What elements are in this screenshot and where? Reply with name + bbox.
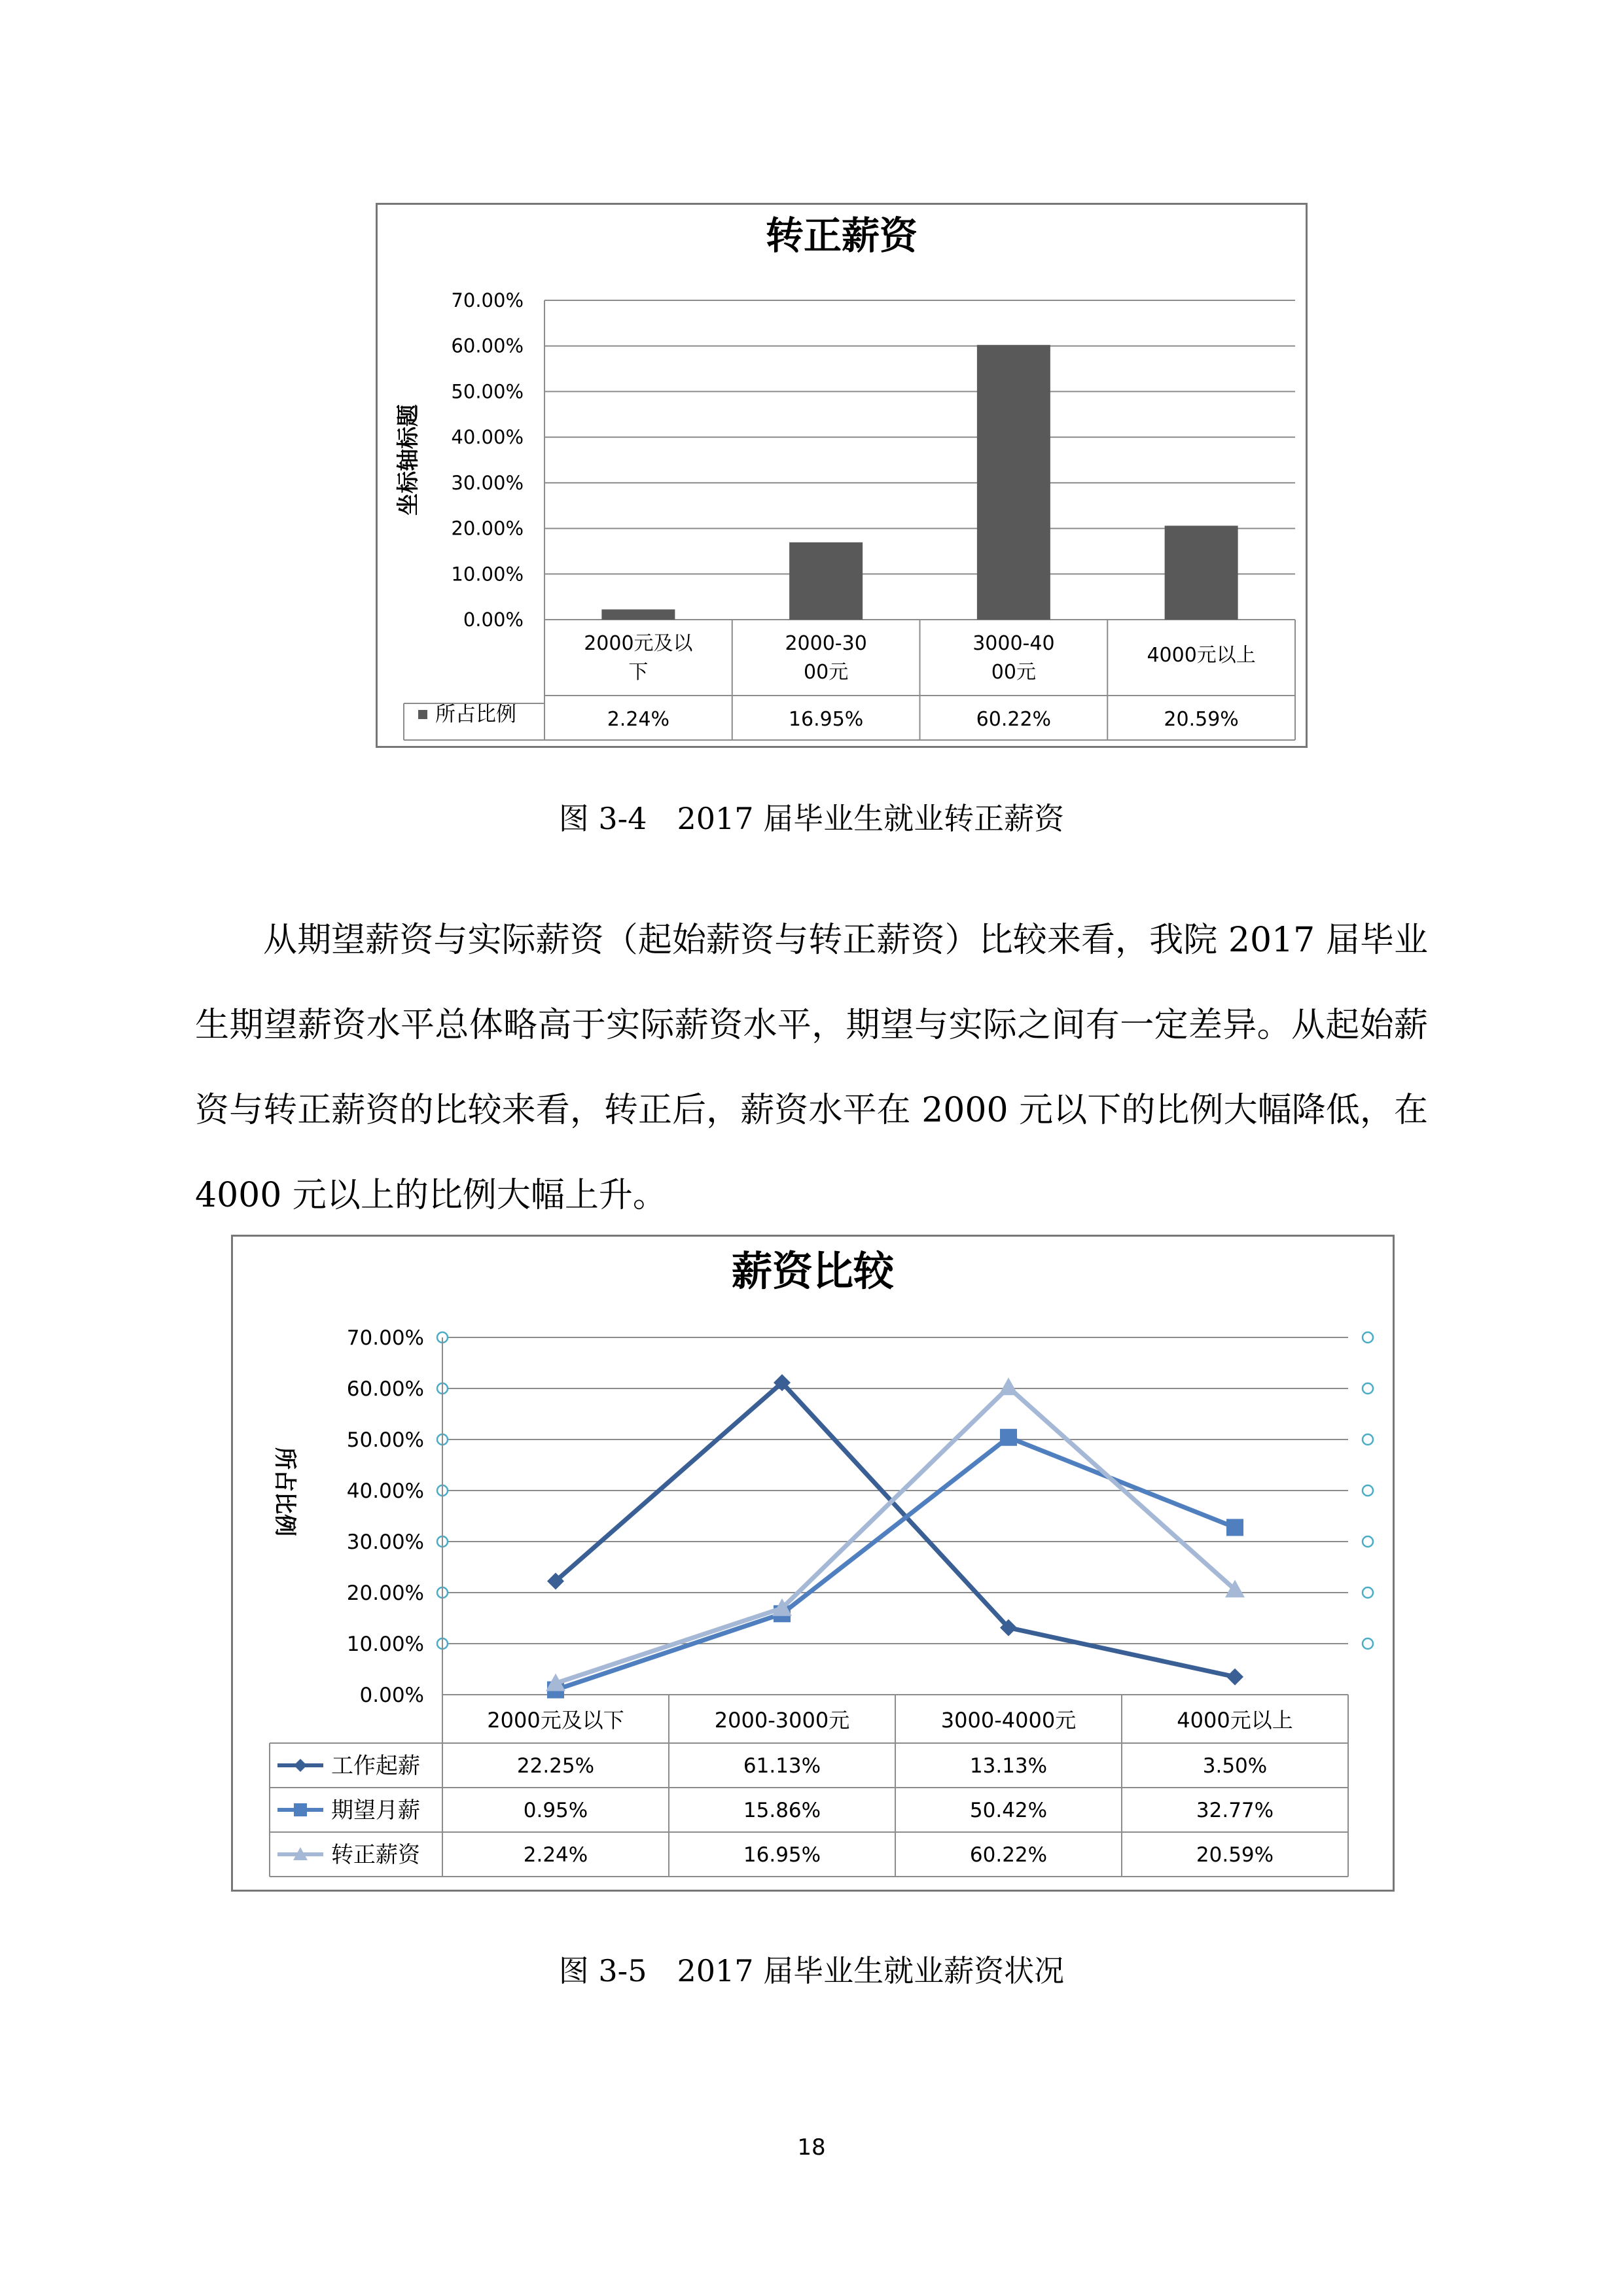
y-tick-label: 30.00% [346, 1530, 424, 1554]
salary-comparison-line-chart [231, 1235, 1395, 1892]
data-table-value: 3.50% [1202, 1754, 1268, 1778]
axis-tick-marker [1363, 1434, 1373, 1445]
y-tick-label: 20.00% [346, 1581, 424, 1605]
salary-bar-chart [376, 203, 1308, 748]
data-point [1226, 1519, 1243, 1536]
series-line [556, 1438, 1235, 1690]
data-table-value: 13.13% [969, 1754, 1048, 1778]
y-tick-label: 70.00% [346, 1326, 424, 1350]
y-tick-label: 60.00% [346, 1377, 424, 1401]
data-point [1000, 1429, 1017, 1446]
data-table-value: 22.25% [516, 1754, 595, 1778]
axis-tick-marker [1363, 1485, 1373, 1496]
axis-tick-marker [1363, 1383, 1373, 1394]
bar [601, 609, 675, 620]
data-table-value: 20.59% [1196, 1843, 1274, 1867]
data-point [999, 1377, 1018, 1395]
y-tick-label: 70.00% [451, 289, 524, 311]
data-table-value: 60.22% [976, 708, 1052, 731]
legend-label: 转正薪资 [331, 1842, 420, 1868]
legend-label: 工作起薪 [331, 1753, 420, 1779]
y-tick-label: 20.00% [451, 517, 524, 540]
x-category-label: 00元 [804, 661, 849, 684]
x-category-label: 下 [628, 661, 649, 684]
y-tick-label: 40.00% [346, 1479, 424, 1503]
y-tick-label: 50.00% [346, 1428, 424, 1452]
y-tick-label: 0.00% [463, 609, 524, 631]
data-table-value: 15.86% [743, 1799, 821, 1822]
bar-chart-svg [378, 205, 1306, 746]
series-line [556, 1387, 1235, 1683]
x-category-label: 4000元以上 [1177, 1708, 1293, 1733]
legend-label: 所占比例 [435, 703, 516, 726]
y-tick-label: 50.00% [451, 380, 524, 403]
data-table-value: 2.24% [523, 1843, 588, 1867]
y-tick-label: 30.00% [451, 471, 524, 494]
legend-swatch [418, 710, 427, 719]
y-tick-label: 10.00% [346, 1633, 424, 1656]
x-category-label: 3000-4000元 [940, 1708, 1077, 1733]
data-table-value: 16.95% [788, 708, 864, 731]
axis-tick-marker [1363, 1587, 1373, 1598]
y-tick-label: 10.00% [451, 563, 524, 586]
x-category-label: 00元 [991, 661, 1036, 684]
page-number: 18 [797, 2134, 826, 2161]
data-table-value: 16.95% [743, 1843, 821, 1867]
axis-tick-marker [1363, 1332, 1373, 1343]
legend-label: 期望月薪 [331, 1797, 420, 1824]
y-tick-label: 60.00% [451, 334, 524, 357]
x-category-label: 2000-3000元 [714, 1708, 850, 1733]
figure-caption: 图 3-5 2017 届毕业生就业薪资状况 [558, 1953, 1065, 1988]
chart-title: 转正薪资 [765, 213, 918, 258]
x-category-label: 3000-40 [972, 632, 1055, 655]
bar [977, 345, 1050, 620]
data-table-value: 50.42% [969, 1799, 1048, 1822]
x-category-label: 4000元以上 [1147, 644, 1256, 667]
x-category-label: 2000元及以 [584, 632, 693, 655]
data-table-value: 32.77% [1196, 1799, 1274, 1822]
axis-tick-marker [1363, 1536, 1373, 1547]
chart-title: 薪资比较 [731, 1247, 895, 1295]
series-line [556, 1383, 1235, 1677]
x-category-label: 2000元及以下 [487, 1708, 624, 1733]
line-chart-svg [233, 1237, 1393, 1890]
x-category-label: 2000-30 [785, 632, 867, 655]
axis-tick-marker [1363, 1638, 1373, 1649]
y-axis-label: 所占比例 [272, 1447, 298, 1536]
legend-marker [294, 1803, 307, 1816]
bar [1165, 525, 1238, 620]
bar [789, 542, 863, 620]
data-table-value: 60.22% [969, 1843, 1048, 1867]
data-table-value: 0.95% [523, 1799, 588, 1822]
y-tick-label: 0.00% [359, 1684, 424, 1707]
y-tick-label: 40.00% [451, 426, 524, 449]
legend-marker [294, 1759, 307, 1772]
data-table-value: 20.59% [1164, 708, 1239, 731]
figure-caption: 图 3-4 2017 届毕业生就业转正薪资 [558, 801, 1065, 836]
body-paragraph: 从期望薪资与实际薪资（起始薪资与转正薪资）比较来看，我院 2017 届毕业生期望薪资水平总体略高于实际薪资水平，期望与实际之间有一定差异。从起始薪资与转正薪资的比较来看，转正后，薪资水平在 2000 元以下的比例大幅降低，在 4000 元以上的比例大幅上升。 [195, 921, 1428, 1215]
data-table-value: 61.13% [743, 1754, 821, 1778]
y-axis-label: 坐标轴标题 [395, 404, 421, 516]
data-point [1226, 1669, 1243, 1686]
data-table-value: 2.24% [607, 708, 670, 731]
